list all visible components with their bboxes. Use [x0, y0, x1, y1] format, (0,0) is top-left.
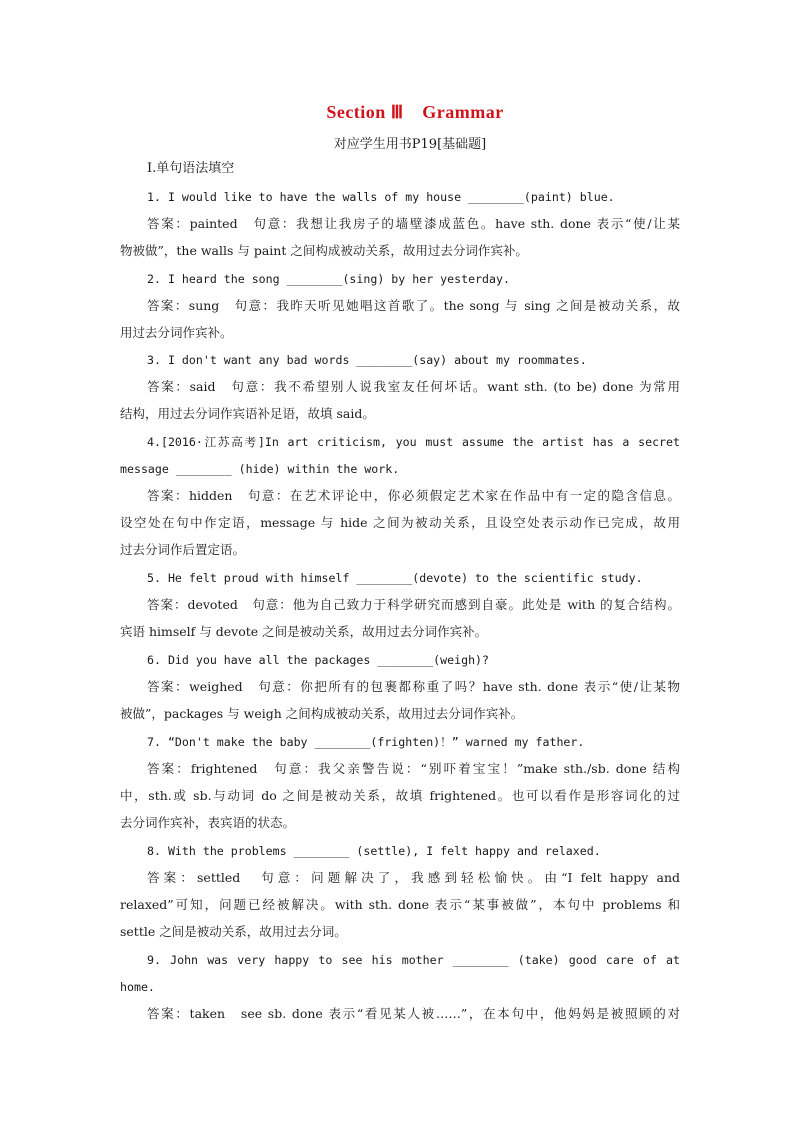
answer-6-line-1: 答案：weighed 句意：你把所有的包裹都称重了吗？have sth. done 表示“使/让某物	[147, 679, 680, 694]
question-3: 3. I don't want any bad words ________(say) about my roommates.	[147, 353, 587, 367]
answer-8-line-3: settle 之间是被动关系，故用过去分词。	[120, 924, 347, 939]
answer-8-line-2: relaxed”可知，问题已经被解决。with sth. done 表示“某事被做”，本句中 problems 和	[120, 897, 680, 912]
question-6: 6. Did you have all the packages ________(weigh)?	[147, 653, 490, 667]
answer-8-line-1: 答案：settled 句意：问题解决了，我感到轻松愉快。由“I felt happy and	[147, 870, 680, 885]
question-2: 2. I heard the song ________(sing) by her yesterday.	[147, 272, 510, 286]
question-5: 5. He felt proud with himself ________(devote) to the scientific study.	[147, 571, 643, 585]
answer-4-line-1: 答案：hidden 句意：在艺术评论中，你必须假定艺术家在作品中有一定的隐含信息。	[147, 488, 680, 503]
answer-7-line-2: 中，sth.或 sb.与动词 do 之间是被动关系，故填 frightened。也可以看作是形容词化的过	[120, 788, 680, 803]
question-4-line-1: 4.[2016·江苏高考]In art criticism, you must assume the artist has a secret	[147, 435, 680, 449]
question-1: 1. I would like to have the walls of my house ________(paint) blue.	[147, 190, 615, 204]
answer-9-line-1: 答案：taken see sb. done 表示“看见某人被……”，在本句中，他妈妈是被照顾的对	[147, 1006, 680, 1021]
question-7: 7. “Don't make the baby ________(frighten)！” warned my father.	[147, 735, 585, 749]
page-subtitle: 对应学生用书P19[基础题]	[333, 137, 487, 152]
answer-2-line-1: 答案：sung 句意：我昨天听见她唱这首歌了。the song 与 sing 之间是被动关系，故	[147, 298, 680, 313]
answer-5-line-2: 宾语 himself 与 devote 之间是被动关系，故用过去分词作宾补。	[120, 624, 488, 639]
answer-4-line-2: 设空处在句中作定语，message 与 hide 之间为被动关系，且设空处表示动作已完成，故用	[120, 515, 680, 530]
answer-6-line-2: 被做”，packages 与 weigh 之间构成被动关系，故用过去分词作宾补。	[120, 706, 524, 721]
answer-7-line-1: 答案：frightened 句意：我父亲警告说：“别吓着宝宝！”make sth./sb. done 结构	[147, 761, 680, 776]
question-9-line-2: home.	[120, 980, 155, 994]
section-heading: Ⅰ.单句语法填空	[147, 161, 235, 176]
answer-5-line-1: 答案：devoted 句意：他为自己致力于科学研究而感到自豪。此处是 with 的复合结构。	[147, 597, 680, 612]
answer-3-line-2: 结构，用过去分词作宾语补足语，故填 said。	[120, 406, 375, 421]
answer-1-line-1: 答案：painted 句意：我想让我房子的墙壁漆成蓝色。have sth. done 表示“使/让某	[147, 216, 680, 231]
question-9-line-1: 9. John was very happy to see his mother ________ (take) good care of at	[147, 953, 680, 967]
answer-2-line-2: 用过去分词作宾补。	[120, 325, 233, 340]
question-4-line-2: message ________ (hide) within the work.	[120, 462, 400, 476]
answer-7-line-3: 去分词作宾补，表宾语的状态。	[120, 815, 296, 830]
page-title: Section Ⅲ Grammar	[326, 102, 504, 122]
answer-4-line-3: 过去分词作后置定语。	[120, 542, 246, 557]
answer-1-line-2: 物被做”，the walls 与 paint 之间构成被动关系，故用过去分词作宾补。	[120, 243, 528, 258]
question-8: 8. With the problems ________ (settle), I felt happy and relaxed.	[147, 844, 601, 858]
answer-3-line-1: 答案：said 句意：我不希望别人说我室友任何坏话。want sth. (to be) done 为常用	[147, 379, 680, 394]
